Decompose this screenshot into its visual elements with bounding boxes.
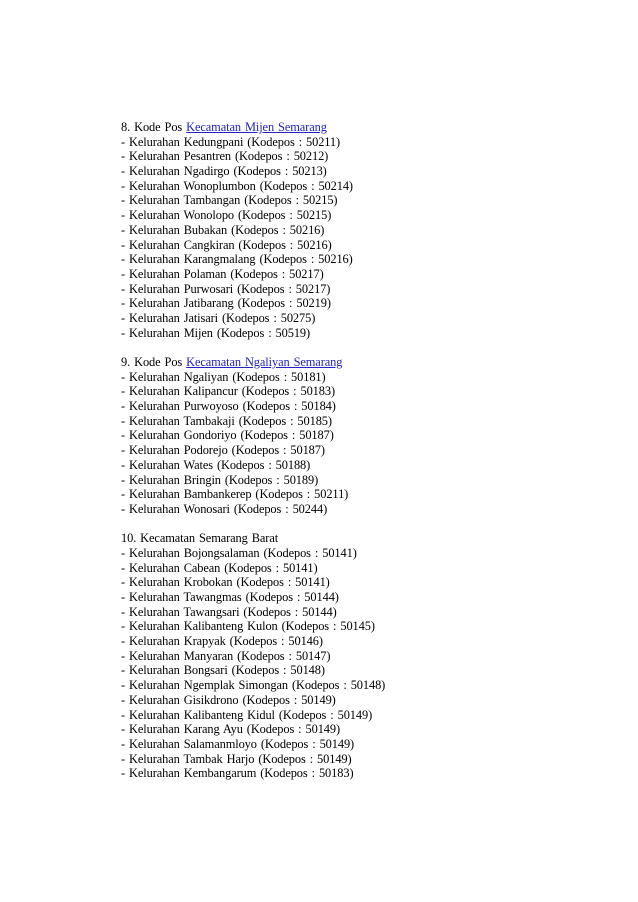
kelurahan-item: - Kelurahan Bongsari (Kodepos : 50148) <box>121 663 325 678</box>
kelurahan-item: - Kelurahan Tambakaji (Kodepos : 50185) <box>121 413 332 428</box>
kelurahan-item: - Kelurahan Kembangarum (Kodepos : 50183) <box>121 766 354 781</box>
kelurahan-item: - Kelurahan Ngaliyan (Kodepos : 50181) <box>121 369 326 384</box>
kelurahan-item: - Kelurahan Ngemplak Simongan (Kodepos : 50148) <box>121 678 386 693</box>
kelurahan-item: - Kelurahan Purwosari (Kodepos : 50217) <box>121 281 331 296</box>
kelurahan-item: - Kelurahan Wates (Kodepos : 50188) <box>121 457 311 472</box>
heading-prefix: 8. Kode Pos <box>121 120 183 134</box>
kelurahan-item: - Kelurahan Ngadirgo (Kodepos : 50213) <box>121 164 327 179</box>
section-semarang-barat <box>121 531 601 781</box>
kelurahan-list <box>121 370 601 517</box>
kelurahan-item: - Kelurahan Manyaran (Kodepos : 50147) <box>121 648 331 663</box>
kelurahan-item: - Kelurahan Kalibanteng Kidul (Kodepos : 50149) <box>121 707 373 722</box>
kelurahan-item: - Kelurahan Wonolopo (Kodepos : 50215) <box>121 208 332 223</box>
kelurahan-item: - Kelurahan Kalibanteng Kulon (Kodepos : 50145) <box>121 619 375 634</box>
kelurahan-item: - Kelurahan Krobokan (Kodepos : 50141) <box>121 575 330 590</box>
kelurahan-item: - Kelurahan Tambangan (Kodepos : 50215) <box>121 193 338 208</box>
document-content <box>121 120 601 781</box>
kelurahan-item: - Kelurahan Kalipancur (Kodepos : 50183) <box>121 384 335 399</box>
kelurahan-item: - Kelurahan Mijen (Kodepos : 50519) <box>121 325 311 340</box>
kelurahan-item: - Kelurahan Bubakan (Kodepos : 50216) <box>121 222 325 237</box>
kelurahan-item: - Kelurahan Wonosari (Kodepos : 50244) <box>121 501 328 516</box>
kelurahan-item: - Kelurahan Salamanmloyo (Kodepos : 50149) <box>121 736 355 751</box>
kecamatan-ngaliyan-link[interactable]: Kecamatan Ngaliyan Semarang <box>186 355 343 369</box>
kelurahan-item: - Kelurahan Polaman (Kodepos : 50217) <box>121 266 324 281</box>
section-heading <box>121 355 601 370</box>
kelurahan-item: - Kelurahan Krapyak (Kodepos : 50146) <box>121 634 323 649</box>
section-ngaliyan <box>121 355 601 517</box>
kelurahan-item: - Kelurahan Wonoplumbon (Kodepos : 50214) <box>121 178 353 193</box>
heading-prefix: 9. Kode Pos <box>121 355 183 369</box>
kelurahan-item: - Kelurahan Jatibarang (Kodepos : 50219) <box>121 296 331 311</box>
kelurahan-item: - Kelurahan Karangmalang (Kodepos : 50216) <box>121 252 353 267</box>
kelurahan-item: - Kelurahan Jatisari (Kodepos : 50275) <box>121 310 316 325</box>
section-mijen <box>121 120 601 340</box>
section-heading <box>121 120 601 135</box>
kelurahan-item: - Kelurahan Gisikdrono (Kodepos : 50149) <box>121 692 336 707</box>
kelurahan-item: - Kelurahan Kedungpani (Kodepos : 50211) <box>121 134 341 149</box>
kelurahan-item: - Kelurahan Bojongsalaman (Kodepos : 50141) <box>121 545 357 560</box>
kelurahan-item: - Kelurahan Tawangmas (Kodepos : 50144) <box>121 590 339 604</box>
kelurahan-list <box>121 546 601 781</box>
kelurahan-item: - Kelurahan Purwoyoso (Kodepos : 50184) <box>121 399 336 414</box>
kelurahan-item: - Kelurahan Gondoriyo (Kodepos : 50187) <box>121 428 334 443</box>
kelurahan-item: - Kelurahan Bambankerep (Kodepos : 50211) <box>121 487 349 502</box>
kelurahan-item: - Kelurahan Karang Ayu (Kodepos : 50149) <box>121 722 341 737</box>
kelurahan-item: - Kelurahan Tambak Harjo (Kodepos : 50149) <box>121 751 352 766</box>
kelurahan-item: - Kelurahan Pesantren (Kodepos : 50212) <box>121 149 329 164</box>
kecamatan-mijen-link[interactable]: Kecamatan Mijen Semarang <box>186 120 327 134</box>
kelurahan-item: - Kelurahan Tawangsari (Kodepos : 50144) <box>121 604 337 619</box>
kelurahan-item: - Kelurahan Bringin (Kodepos : 50189) <box>121 472 319 487</box>
kelurahan-item: - Kelurahan Cangkiran (Kodepos : 50216) <box>121 237 332 252</box>
kelurahan-list <box>121 135 601 341</box>
kelurahan-item: - Kelurahan Cabean (Kodepos : 50141) <box>121 560 318 575</box>
section-heading: 10. Kecamatan Semarang Barat <box>121 531 279 546</box>
kelurahan-item: - Kelurahan Podorejo (Kodepos : 50187) <box>121 443 325 458</box>
